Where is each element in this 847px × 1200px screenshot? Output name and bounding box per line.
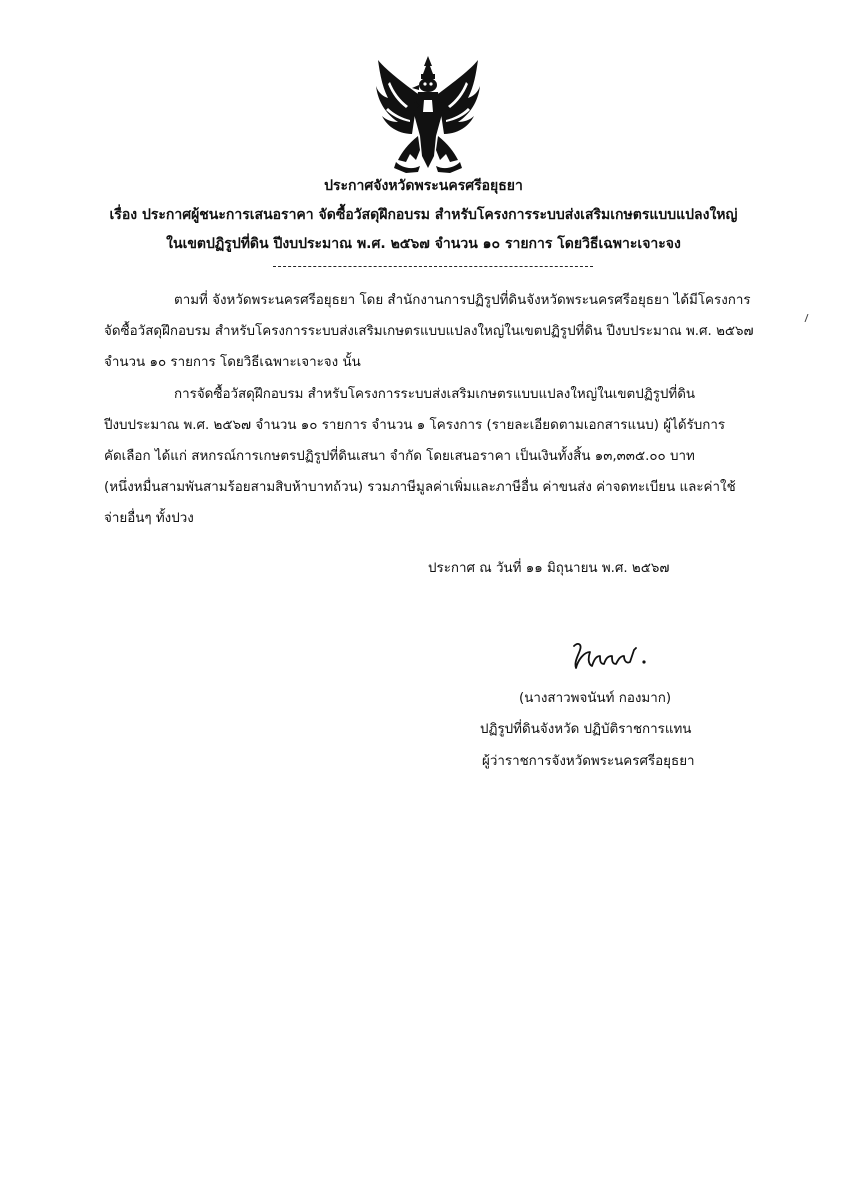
signatory-position-2: ผู้ว่าราชการจังหวัดพระนครศรีอยุธยา [482, 754, 695, 769]
para2-line-5: จ่ายอื่นๆ ทั้งปวง [104, 511, 194, 526]
handwritten-signature [568, 638, 648, 674]
para2-line-1: การจัดซื้อวัสดุฝึกอบรม สำหรับโครงการระบบส่งเสริมเกษตรแบบแปลงใหญ่ในเขตปฏิรูปที่ดิน [174, 387, 696, 402]
para2-line-2: ปีงบประมาณ พ.ศ. ๒๕๖๗ จำนวน ๑๐ รายการ จำนวน ๑ โครงการ (รายละเอียดตามเอกสารแนบ) ผู้ได้รับการ [104, 418, 726, 433]
subject-line-1: เรื่อง ประกาศผู้ชนะการเสนอราคา จัดซื้อวัสดุฝึกอบรม สำหรับโครงการระบบส่งเสริมเกษตรแบบแปลงใหญ่ [109, 207, 738, 223]
announce-date: ประกาศ ณ วันที่ ๑๑ มิถุนายน พ.ศ. ๒๕๖๗ [428, 561, 670, 576]
para1-line-2: จัดซื้อวัสดุฝึกอบรม สำหรับโครงการระบบส่งเสริมเกษตรแบบแปลงใหญ่ในเขตปฏิรูปที่ดิน ปีงบประมาณ พ.ศ. ๒๕๖๗ [104, 324, 754, 339]
signatory-name: (นางสาวพจนันท์ กองมาก) [519, 691, 672, 706]
para1-line-3: จำนวน ๑๐ รายการ โดยวิธีเฉพาะเจาะจง นั้น [104, 355, 361, 370]
garuda-emblem-icon [372, 52, 484, 174]
para1-line-1: ตามที่ จังหวัดพระนครศรีอยุธยา โดย สำนักงานการปฏิรูปที่ดินจังหวัดพระนครศรีอยุธยา ได้มีโครงการ [174, 293, 751, 308]
scan-speck [804, 314, 809, 322]
document-title: ประกาศจังหวัดพระนครศรีอยุธยา [324, 178, 523, 194]
para2-line-4: (หนึ่งหมื่นสามพันสามร้อยสามสิบห้าบาทถ้วน) รวมภาษีมูลค่าเพิ่มและภาษีอื่น ค่าขนส่ง ค่าจดทะเบียน และค่าใช้ [104, 480, 736, 495]
para2-line-3: คัดเลือก ได้แก่ สหกรณ์การเกษตรปฏิรูปที่ดินเสนา จำกัด โดยเสนอราคา เป็นเงินทั้งสิ้น ๑๓,๓๓๕.๐๐ บาท [104, 449, 695, 464]
signatory-position-1: ปฏิรูปที่ดินจังหวัด ปฏิบัติราชการแทน [480, 722, 692, 737]
separator-line [273, 266, 593, 267]
subject-line-2: ในเขตปฏิรูปที่ดิน ปีงบประมาณ พ.ศ. ๒๕๖๗ จำนวน ๑๐ รายการ โดยวิธีเฉพาะเจาะจง [166, 236, 681, 252]
